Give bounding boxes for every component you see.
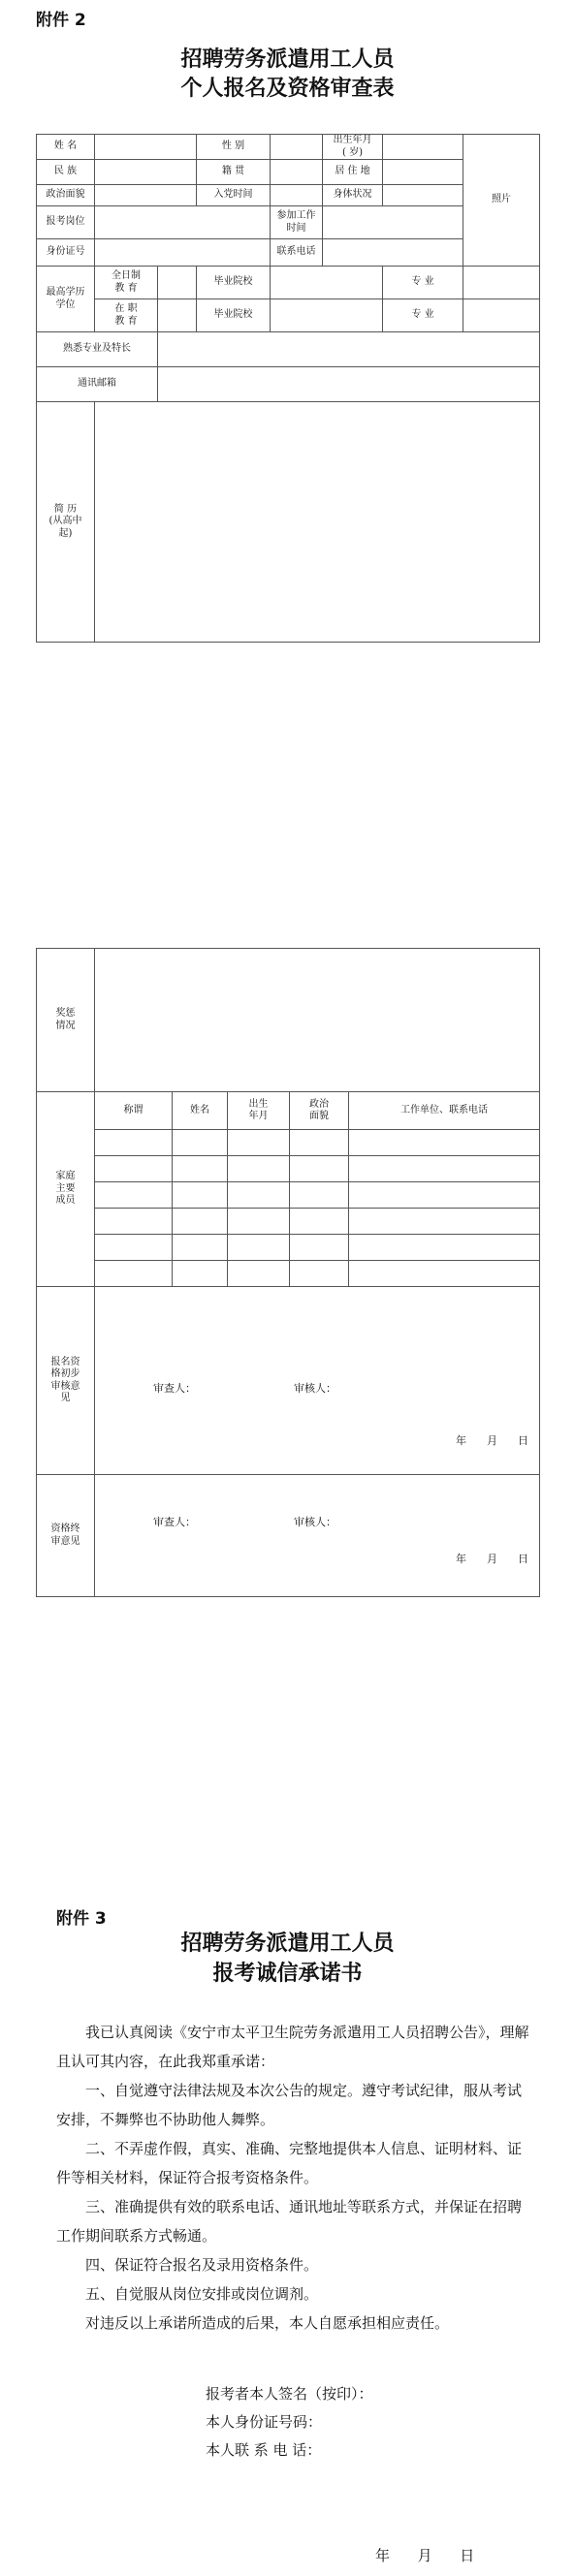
phone-label: 联系电话 xyxy=(271,239,323,267)
native-place-field[interactable] xyxy=(271,160,323,185)
pledge-date: 年 月 日 xyxy=(375,2547,475,2564)
family-label: 家庭 主要 成员 xyxy=(37,1092,95,1287)
family-cell[interactable] xyxy=(95,1235,173,1261)
family-cell[interactable] xyxy=(173,1156,228,1182)
pledge-item: 四、保证符合报名及录用资格条件。 xyxy=(85,2256,319,2274)
family-cell[interactable] xyxy=(228,1261,290,1287)
final-reviewer-label: 审查人： xyxy=(153,1516,196,1528)
family-review-table xyxy=(36,948,540,1597)
residence-label: 居 住 地 xyxy=(323,160,383,185)
pledge-item: 三、准确提供有效的联系电话、通讯地址等联系方式，并保证在招聘工作期间联系方式畅通。 xyxy=(56,2198,523,2245)
phone-sign-label: 本人联 系 电 话： xyxy=(206,2441,322,2459)
family-cell[interactable] xyxy=(349,1130,540,1156)
prelim-date: 年 月 日 xyxy=(456,1434,528,1447)
family-cell[interactable] xyxy=(349,1209,540,1235)
family-cell[interactable] xyxy=(349,1235,540,1261)
family-cell[interactable] xyxy=(290,1209,349,1235)
birth-label: 出生年月 ( 岁) xyxy=(323,135,383,160)
pledge-item: 五、自觉服从岗位安排或岗位调剂。 xyxy=(85,2285,319,2303)
health-label: 身体状况 xyxy=(323,185,383,206)
name-field[interactable] xyxy=(95,135,197,160)
family-cell[interactable] xyxy=(173,1235,228,1261)
family-cell[interactable] xyxy=(95,1156,173,1182)
annex3-title-line1: 招聘劳务派遣用工人员 xyxy=(180,1931,395,1956)
phone-field[interactable] xyxy=(323,239,463,267)
onjob-degree-field[interactable] xyxy=(158,299,197,332)
work-start-field[interactable] xyxy=(323,206,463,239)
col-birth-header: 出生 年月 xyxy=(228,1092,290,1130)
political-status-label: 政治面貌 xyxy=(37,185,95,206)
family-cell[interactable] xyxy=(95,1130,173,1156)
family-cell[interactable] xyxy=(173,1130,228,1156)
education-label: 最高学历 学位 xyxy=(37,267,95,332)
name-label: 姓 名 xyxy=(37,135,95,160)
ethnicity-label: 民 族 xyxy=(37,160,95,185)
fulltime-major-label: 专 业 xyxy=(383,267,463,299)
fulltime-degree-field[interactable] xyxy=(158,267,197,299)
prelim-review-label: 报名资 格初步 审核意 见 xyxy=(37,1287,95,1475)
pledge-body xyxy=(56,2018,531,2338)
annex3-title-line2: 报考诚信承诺书 xyxy=(212,1961,363,1986)
final-review-label: 资格终 审意见 xyxy=(37,1475,95,1597)
prelim-reviewer-label: 审查人： xyxy=(153,1382,196,1395)
family-cell[interactable] xyxy=(290,1182,349,1209)
family-cell[interactable] xyxy=(228,1235,290,1261)
family-cell[interactable] xyxy=(349,1182,540,1209)
prelim-checker-label: 审核人： xyxy=(294,1382,336,1395)
political-status-field[interactable] xyxy=(95,185,197,206)
family-cell[interactable] xyxy=(290,1130,349,1156)
native-place-label: 籍 贯 xyxy=(197,160,271,185)
family-cell[interactable] xyxy=(228,1130,290,1156)
col-relation-header: 称谓 xyxy=(95,1092,173,1130)
address-field[interactable] xyxy=(158,367,540,402)
rewards-field[interactable] xyxy=(95,949,540,1092)
annex2-label: 附件 2 xyxy=(36,11,86,30)
pledge-intro: 我已认真阅读《安宁市太平卫生院劳务派遣用工人员招聘公告》，理解且认可其内容，在此我郑重承诺： xyxy=(56,2024,529,2070)
onjob-major-field[interactable] xyxy=(463,299,540,332)
family-cell[interactable] xyxy=(173,1209,228,1235)
family-cell[interactable] xyxy=(173,1261,228,1287)
family-cell[interactable] xyxy=(95,1182,173,1209)
family-cell[interactable] xyxy=(95,1261,173,1287)
family-cell[interactable] xyxy=(349,1156,540,1182)
health-field[interactable] xyxy=(383,185,463,206)
col-name-header: 姓名 xyxy=(173,1092,228,1130)
residence-field[interactable] xyxy=(383,160,463,185)
fulltime-major-field[interactable] xyxy=(463,267,540,299)
fulltime-school-label: 毕业院校 xyxy=(197,267,271,299)
onjob-school-label: 毕业院校 xyxy=(197,299,271,332)
onjob-major-label: 专 业 xyxy=(383,299,463,332)
position-label: 报考岗位 xyxy=(37,206,95,239)
final-review-field[interactable] xyxy=(95,1475,540,1597)
pledge-item: 一、自觉遵守法律法规及本次公告的规定。遵守考试纪律，服从考试安排，不舞弊也不协助他人舞弊。 xyxy=(56,2082,523,2128)
pledge-item: 二、不弄虚作假，真实、准确、完整地提供本人信息、证明材料、证件等相关材料，保证符合报考资格条件。 xyxy=(56,2140,523,2186)
gender-label: 性 别 xyxy=(197,135,271,160)
family-cell[interactable] xyxy=(228,1156,290,1182)
application-form-table xyxy=(36,134,540,643)
address-label: 通讯邮箱 xyxy=(37,367,158,402)
gender-field[interactable] xyxy=(271,135,323,160)
annex3-label: 附件 3 xyxy=(56,1909,107,1929)
family-cell[interactable] xyxy=(228,1182,290,1209)
annex2-title-line2: 个人报名及资格审查表 xyxy=(180,76,395,101)
final-checker-label: 审核人： xyxy=(294,1516,336,1528)
annex2-title-line1: 招聘劳务派遣用工人员 xyxy=(180,47,395,72)
onjob-school-field[interactable] xyxy=(271,299,383,332)
col-political-header: 政治 面貌 xyxy=(290,1092,349,1130)
fulltime-label: 全日制 教 育 xyxy=(95,267,158,299)
birth-field[interactable] xyxy=(383,135,463,160)
skills-label: 熟悉专业及特长 xyxy=(37,332,158,367)
fulltime-school-field[interactable] xyxy=(271,267,383,299)
party-date-field[interactable] xyxy=(271,185,323,206)
col-work-header: 工作单位、联系电话 xyxy=(349,1092,540,1130)
family-cell[interactable] xyxy=(290,1235,349,1261)
prelim-review-field[interactable] xyxy=(95,1287,540,1475)
resume-field[interactable] xyxy=(95,402,540,643)
rewards-label: 奖惩 情况 xyxy=(37,949,95,1092)
party-date-label: 入党时间 xyxy=(197,185,271,206)
onjob-label: 在 职 教 育 xyxy=(95,299,158,332)
photo-box: 照片 xyxy=(463,135,540,267)
pledge-closing: 对违反以上承诺所造成的后果，本人自愿承担相应责任。 xyxy=(85,2314,450,2332)
position-field[interactable] xyxy=(95,206,271,239)
id-number-sign-label: 本人身份证号码： xyxy=(206,2413,323,2431)
skills-field[interactable] xyxy=(158,332,540,367)
family-cell[interactable] xyxy=(95,1209,173,1235)
final-date: 年 月 日 xyxy=(456,1553,528,1565)
family-cell[interactable] xyxy=(349,1261,540,1287)
family-cell[interactable] xyxy=(290,1156,349,1182)
work-start-label: 参加工作 时间 xyxy=(271,206,323,239)
family-cell[interactable] xyxy=(290,1261,349,1287)
ethnicity-field[interactable] xyxy=(95,160,197,185)
id-number-label: 身份证号 xyxy=(37,239,95,267)
id-number-field[interactable] xyxy=(95,239,271,267)
resume-label: 简 历 (从高中 起) xyxy=(37,402,95,643)
family-cell[interactable] xyxy=(173,1182,228,1209)
signature-label: 报考者本人签名（按印）： xyxy=(206,2385,373,2403)
family-cell[interactable] xyxy=(228,1209,290,1235)
